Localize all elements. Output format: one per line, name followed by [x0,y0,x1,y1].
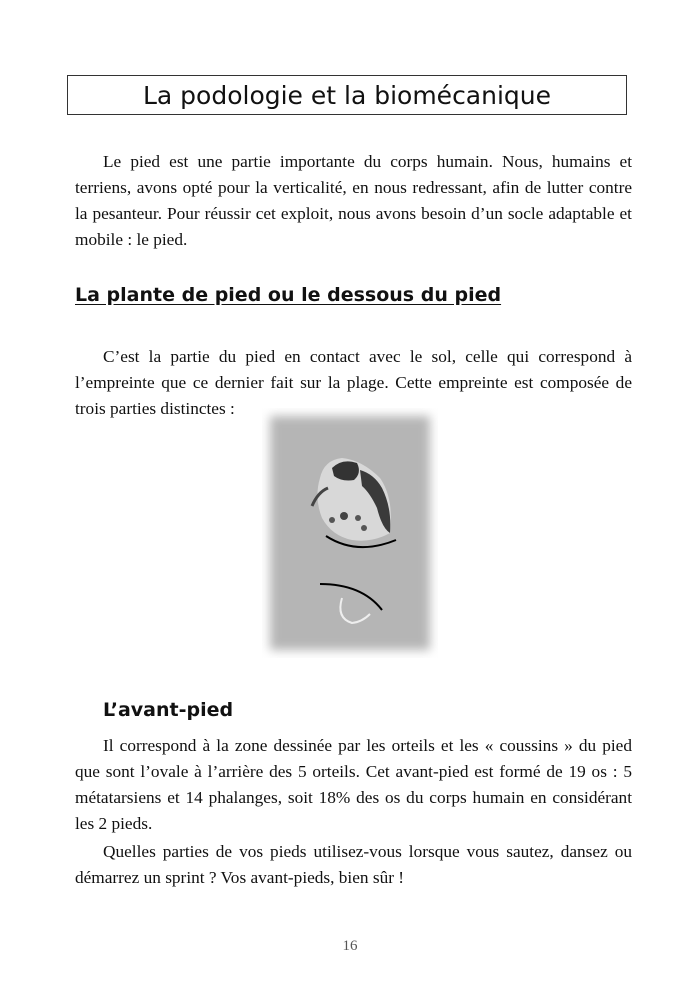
plante-paragraph: C’est la partie du pied en contact avec le sol, celle qui correspond à l’empreinte que ce dernier fait sur la plage. Cette empreinte est composée de trois parties distinctes : [75,347,632,418]
avant-pied-paragraph-2: Quelles parties de vos pieds utilisez-vous lorsque vous sautez, dansez ou démarrez un sprint ? Vos avant-pieds, bien sûr ! [75,842,632,887]
footprint-image [262,408,438,658]
avant-pied-paragraph-1: Il correspond à la zone dessinée par les orteils et les « coussins » du pied que sont l’ovale à l’arrière des 5 orteils. Cet avant-pied est formé de 19 os : 5 métatarsiens et 14 phalanges, soit 18% des os du corps humain en considérant les 2 pieds. [75,736,632,833]
section-heading-plante: La plante de pied ou le dessous du pied [75,284,502,306]
chapter-title [67,75,627,115]
chapter-title-text: La podologie et la biomécanique [142,80,552,110]
page-number: 16 [342,938,358,954]
section-heading-avant-pied: L’avant-pied [103,699,234,721]
intro-paragraph: Le pied est une partie importante du corps humain. Nous, humains et terriens, avons opté pour la verticalité, en nous redressant, afin de lutter contre la pesanteur. Pour réussir cet exploit, nous avons besoin d’un socle adaptable et mobile : le pied. [75,152,632,249]
